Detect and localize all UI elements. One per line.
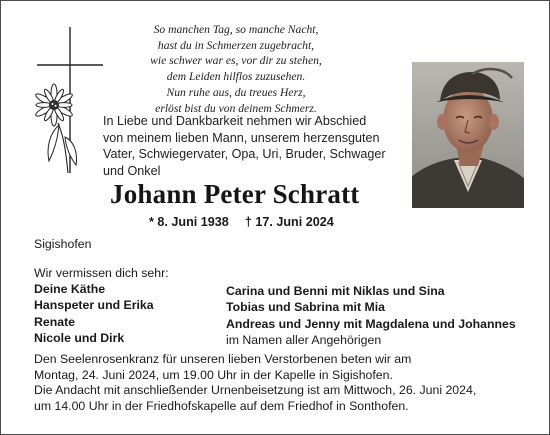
notice-line: Die Andacht mit anschließender Urnenbeisetzung ist am Mittwoch, 26. Juni 2024, [34,383,477,398]
birth-date: * 8. Juni 1938 [149,215,229,229]
notice-line: um 14.00 Uhr in der Friedhofskapelle auf dem Friedhof in Sonthofen. [34,398,409,413]
cross-with-edelweiss-icon [34,25,106,175]
mourner-entry: Tobias und Sabrina mit Mia [226,300,385,315]
mourner-entry: Carina und Benni mit Niklas und Sina [226,284,445,298]
mourner-entry: Renate [34,314,76,329]
deceased-name: Johann Peter Schratt [110,179,360,209]
mourners-list-left [34,281,154,346]
poem-line: Nun ruhe aus, du treues Herz, [166,85,306,99]
farewell-text [103,113,408,179]
life-dates [149,215,334,229]
poem-line: dem Leiden hilflos zuzusehen. [166,70,306,84]
portrait-photo [412,62,524,208]
poem-line: erlöst bist du von deinem Schmerz. [155,101,317,115]
poem-line: So manchen Tag, so manche Nacht, [153,23,319,36]
notice-line: Den Seelenrosenkranz für unseren lieben Verstorbenen beten wir am [34,352,412,366]
farewell-line: In Liebe und Dankbarkeit nehmen wir Abschied [103,114,367,128]
service-notice [34,352,524,414]
place-of-residence: Sigishofen [34,237,92,251]
mourners-list-right [226,283,516,348]
poem-line: hast du in Schmerzen zugebracht, [157,38,315,52]
death-date: † 17. Juni 2024 [244,215,334,229]
farewell-line: und Onkel [103,163,161,178]
poem-line: wie schwer war es, vor dir zu stehen, [150,54,322,68]
mourners-closing: im Namen aller Angehörigen [226,332,382,347]
mourner-entry: Andreas und Jenny mit Magdalena und Johannes [226,316,516,331]
mourner-entry: Deine Käthe [34,282,106,296]
mourner-entry: Hanspeter und Erika [34,298,154,313]
memorial-poem [126,22,346,116]
farewell-line: Vater, Schwiegervater, Opa, Uri, Bruder, Schwager [103,147,386,162]
farewell-line: von meinem lieben Mann, unserem herzensguten [103,130,380,145]
mourner-entry: Nicole und Dirk [34,330,125,345]
mourners-intro: Wir vermissen dich sehr: [34,266,169,280]
notice-line: Montag, 24. Juni 2024, um 19.00 Uhr in der Kapelle in Sigishofen. [34,367,393,382]
